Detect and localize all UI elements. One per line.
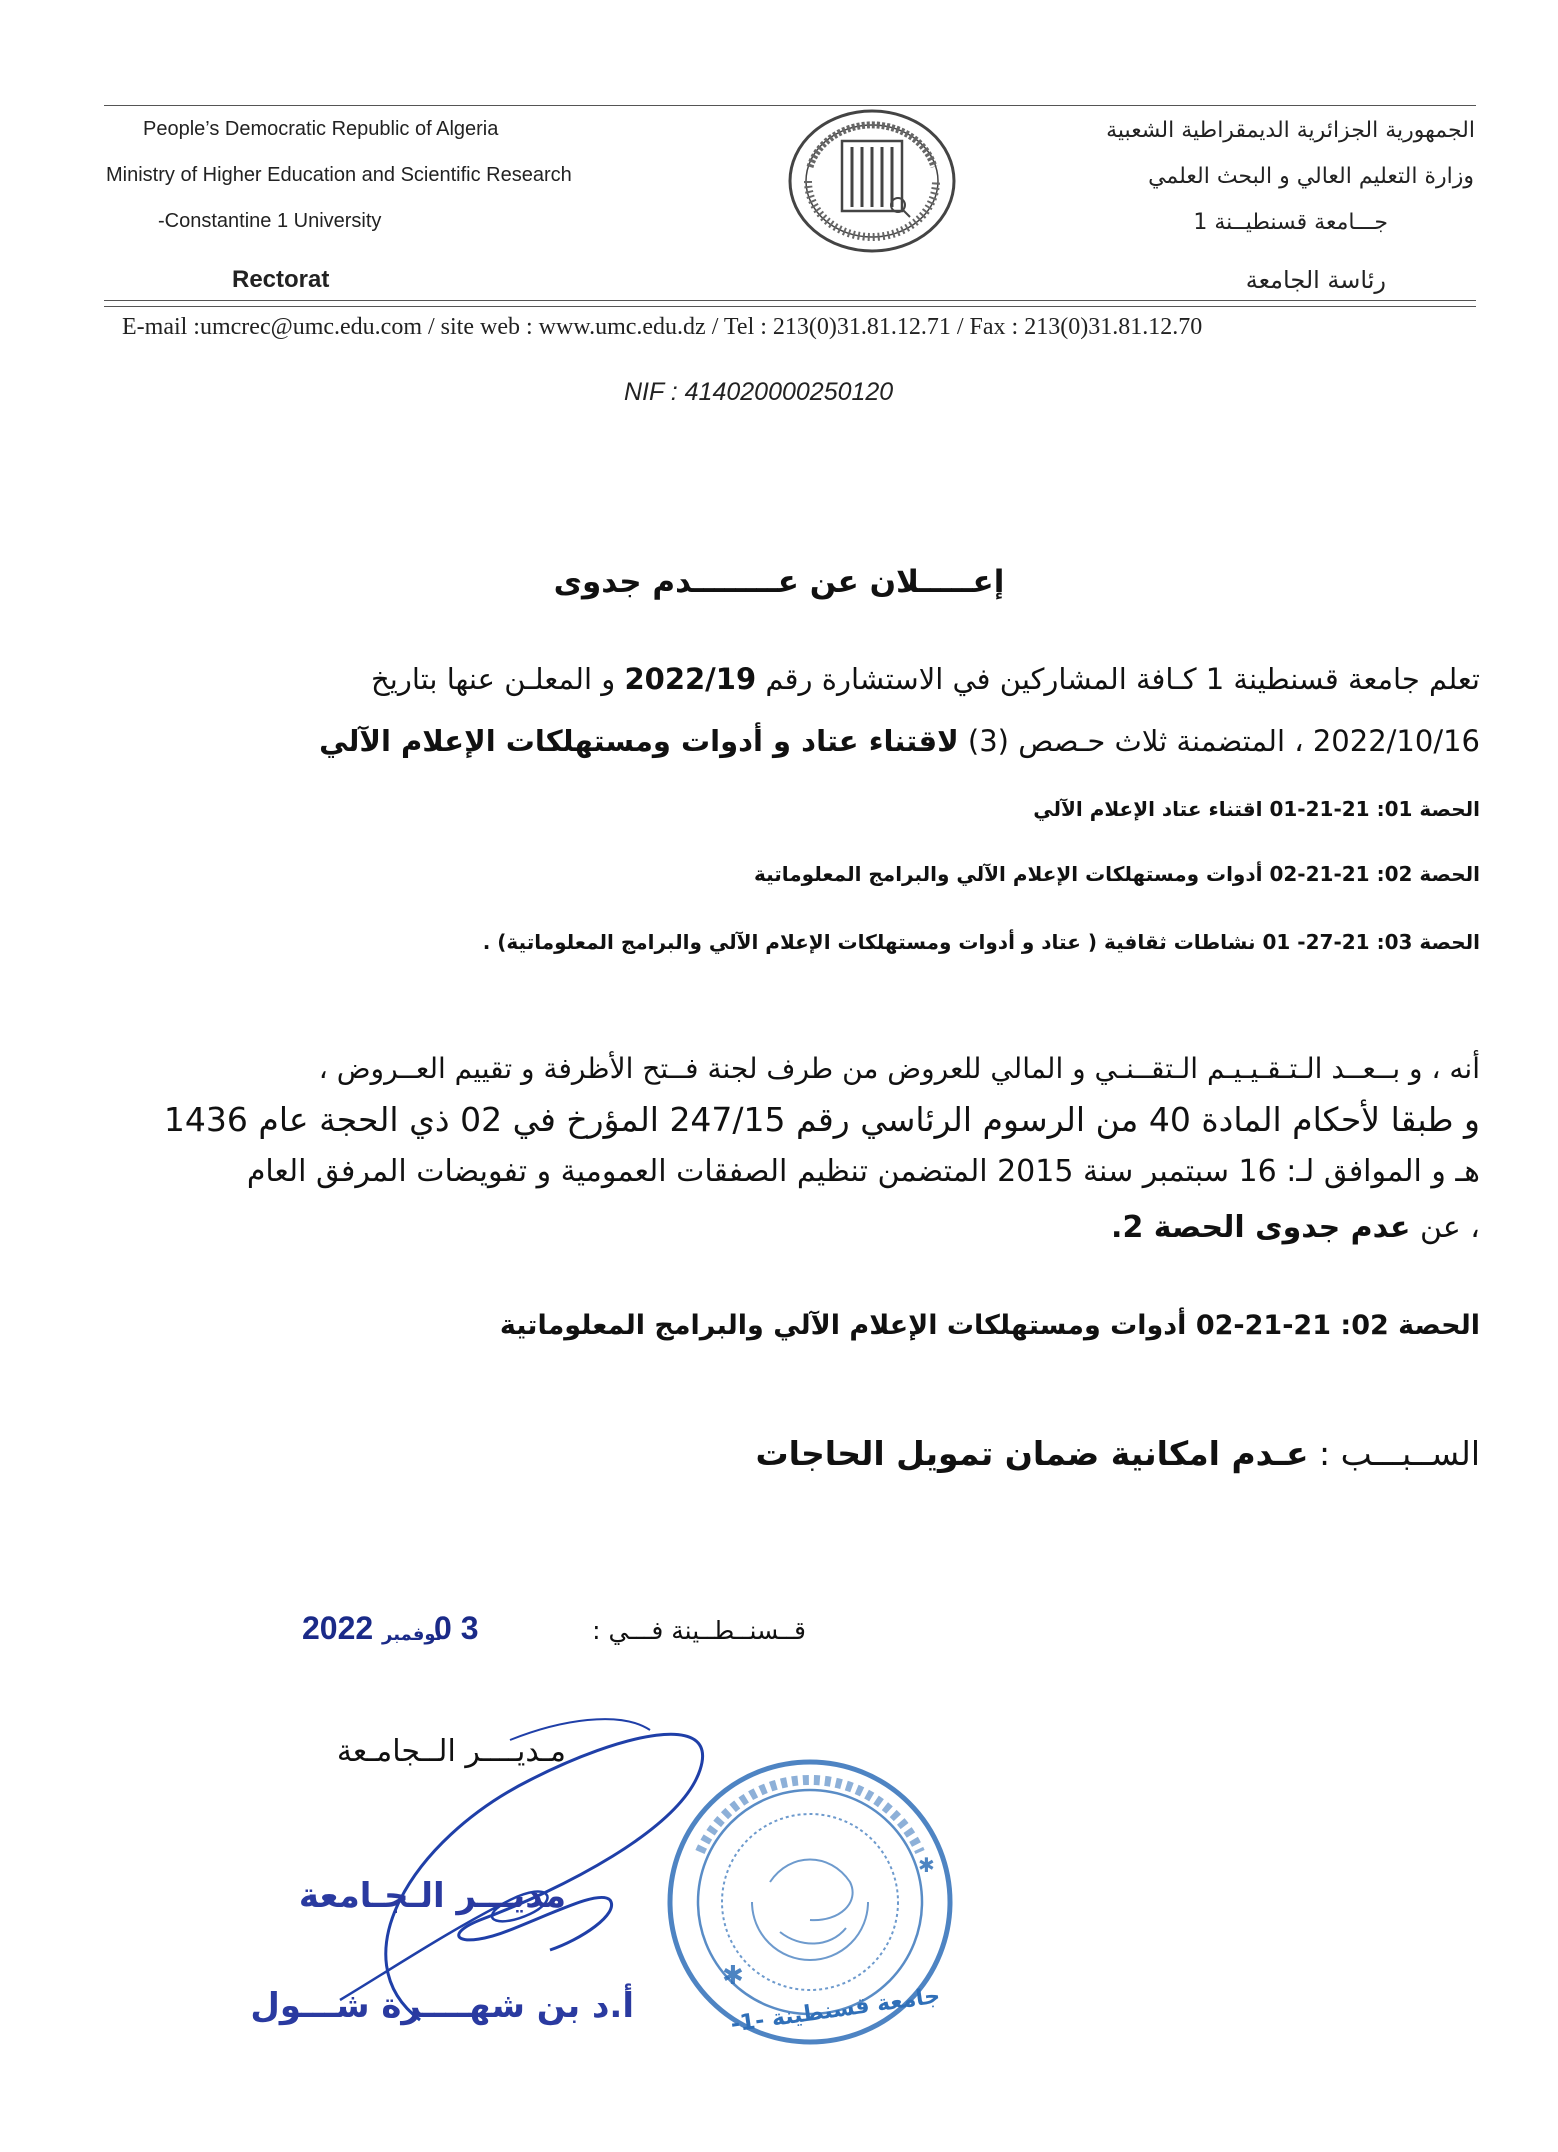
intro-text-1a: تعلم جامعة قسنطينة 1 كـافة المشاركين في الاستشارة رقم xyxy=(756,662,1480,696)
intro-line-2 xyxy=(319,724,1480,758)
header-rectorat-ar: رئاسة الجامعة xyxy=(1245,266,1386,294)
intro-text-2a: 2022/10/16 ، المتضمنة ثلاث حـصص (3) xyxy=(958,724,1480,758)
official-round-stamp xyxy=(660,1752,960,2052)
header-top-rule xyxy=(104,105,1476,106)
svg-text:✱: ✱ xyxy=(918,1853,935,1877)
date-month: نوفمبر xyxy=(382,1624,443,1645)
consultation-number: 2022/19 xyxy=(624,662,757,696)
intro-text-1c: و المعلـن عنها بتاريخ xyxy=(371,662,625,696)
date-day: 0 3 xyxy=(434,1610,479,1646)
place-label: قــسنــطــينة فـــي : xyxy=(592,1616,806,1645)
header-bottom-rule-2 xyxy=(104,306,1476,307)
stamp-title: مديـــر الـجـامعة xyxy=(298,1876,566,1916)
university-logo xyxy=(786,107,958,255)
date-year: 2022 xyxy=(302,1610,374,1646)
header-rectorat-en: Rectorat xyxy=(232,266,330,293)
reason-text: عـدم امكانية ضمان تمويل الحاجات xyxy=(755,1434,1309,1473)
intro-line-1 xyxy=(371,662,1480,696)
stamp-name: أ.د بن شهــــرة شـــول xyxy=(250,1986,634,2026)
lot-item-01 xyxy=(1033,797,1480,821)
body-last-prefix: ، عن xyxy=(1410,1210,1480,1245)
body-line-3: هـ و الموافق لـ: 16 سبتمبر سنة 2015 المتضمن تنظيم الصفقات العمومية و تفويضات المرفق العام xyxy=(246,1154,1480,1189)
unsuccessful-lot: الحصة 02: 21-21-02 أدوات ومستهلكات الإعلام الآلي والبرامج المعلوماتية xyxy=(499,1310,1480,1341)
header-university-en: -Constantine 1 University xyxy=(158,210,382,232)
body-line-4 xyxy=(1111,1210,1480,1245)
lot-label: الحصة 01: 21-21-01 xyxy=(1269,797,1480,821)
lot-label: الحصة 02: 21-21-02 xyxy=(1269,862,1480,886)
intro-subject: لاقتناء عتاد و أدوات ومستهلكات الإعلام الآلي xyxy=(319,724,959,758)
lot-text: اقتناء عتاد الإعلام الآلي xyxy=(1033,797,1270,821)
nif-number: NIF : 414020000250120 xyxy=(624,378,894,406)
lot-text: أدوات ومستهلكات الإعلام الآلي والبرامج المعلوماتية xyxy=(753,862,1270,886)
notice-title: إعـــــلان عن عــــــــدم جدوى xyxy=(553,564,1005,600)
reason-line xyxy=(755,1434,1480,1473)
header-ministry-en: Ministry of Higher Education and Scientific Research xyxy=(106,164,572,186)
contact-line: E-mail :umcrec@umc.edu.com / site web : www.umc.edu.dz / Tel : 213(0)31.81.12.71 / Fax : 213(0)31.81.12.70 xyxy=(122,314,1203,340)
header-university-ar: جـــامعة قسنطيــنة 1 xyxy=(1193,210,1388,235)
body-line-2: و طبقا لأحكام المادة 40 من الرسوم الرئاسي رقم 247/15 المؤرخ في 02 ذي الحجة عام 1436 xyxy=(163,1100,1480,1139)
header-country-en: People’s Democratic Republic of Algeria xyxy=(143,118,499,140)
header-country-ar: الجمهورية الجزائرية الديمقراطية الشعبية xyxy=(1106,118,1475,143)
lot-text: نشاطات ثقافية ( عتاد و أدوات ومستهلكات الإعلام الآلي والبرامج المعلوماتية) . xyxy=(482,930,1263,954)
header-ministry-ar: وزارة التعليم العالي و البحث العلمي xyxy=(1148,164,1474,189)
svg-text:✱: ✱ xyxy=(722,1961,744,1991)
signatory-title: مـديــــر الــجامـعة xyxy=(336,1734,566,1769)
lot-item-03 xyxy=(483,930,1480,954)
body-line-1: أنه ، و بــعــد الـتـقـيـيـم الـتقــنـي و المالي للعروض من طرف لجنة فــتح الأظرفة و تقييم العــروض ، xyxy=(318,1052,1480,1085)
lot-item-02 xyxy=(754,862,1480,886)
lot-label: الحصة 03: 21-27- 01 xyxy=(1262,930,1480,954)
reason-label: الســبـــب : xyxy=(1308,1434,1480,1473)
unsuccessful-statement: عدم جدوى الحصة 2. xyxy=(1111,1210,1411,1245)
header-bottom-rule-1 xyxy=(104,300,1476,301)
round-stamp-text: جامعة قسنطينة -1- xyxy=(729,1983,942,2038)
